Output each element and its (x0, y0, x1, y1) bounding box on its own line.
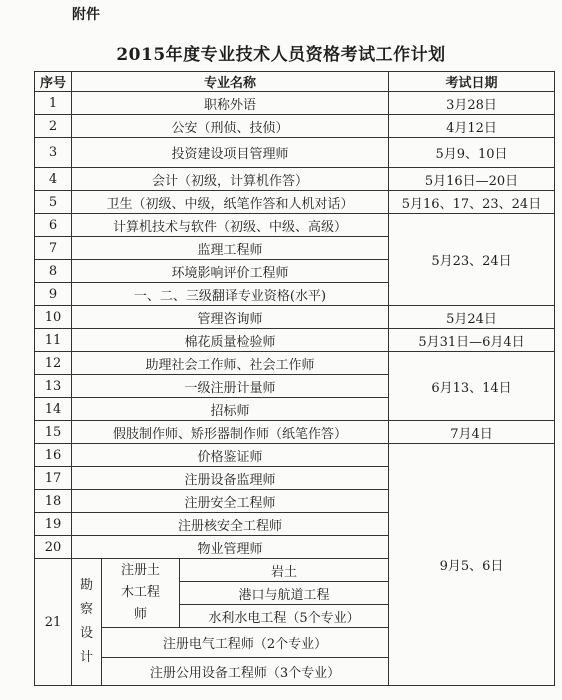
specialty-name: 投资建设项目管理师 (72, 138, 389, 168)
header-date: 考试日期 (389, 72, 555, 92)
specialty-name: 注册安全工程师 (72, 490, 389, 513)
specialty-name: 注册核安全工程师 (72, 513, 389, 536)
row-number: 17 (35, 467, 72, 490)
row-number: 5 (35, 191, 72, 214)
row-number: 2 (35, 115, 72, 138)
specialty-name: 棉花质量检验师 (72, 329, 389, 352)
exam-plan-table (34, 71, 555, 686)
row-number: 15 (35, 421, 72, 444)
specialty-name: 招标师 (72, 398, 389, 421)
table-row (35, 92, 555, 115)
specialty-name: 助理社会工作师、社会工作师 (72, 352, 389, 375)
row-number: 11 (35, 329, 72, 352)
specialty-name: 港口与航道工程 (180, 582, 389, 605)
specialty-name: 职称外语 (72, 92, 389, 115)
specialty-name: 假肢制作师、矫形器制作师（纸笔作答） (72, 421, 389, 444)
specialty-name: 监理工程师 (72, 237, 389, 260)
exam-date: 4月12日 (389, 115, 555, 138)
row-number: 19 (35, 513, 72, 536)
table-row (35, 421, 555, 444)
row-number: 12 (35, 352, 72, 375)
document-title: 2015年度专业技术人员资格考试工作计划 (116, 45, 446, 65)
exam-date: 5月31日—6月4日 (389, 329, 555, 352)
group-label (72, 559, 102, 686)
specialty-name: 卫生（初级、中级，纸笔作答和人机对话） (72, 191, 389, 214)
specialty-name: 注册电气工程师（2个专业） (102, 628, 389, 658)
row-number: 20 (35, 536, 72, 559)
table-row (35, 306, 555, 329)
specialty-name: 价格鉴证师 (72, 444, 389, 467)
exam-date: 7月4日 (389, 421, 555, 444)
attachment-label: 附件 (72, 7, 100, 23)
specialty-name: 管理咨询师 (72, 306, 389, 329)
row-number: 3 (35, 138, 72, 168)
subgroup-label (102, 559, 180, 628)
row-number: 9 (35, 283, 72, 306)
specialty-name: 一、二、三级翻译专业资格(水平) (72, 283, 389, 306)
group-label-text: 勘察设计 (79, 578, 93, 665)
specialty-name: 注册设备监理师 (72, 467, 389, 490)
row-number: 16 (35, 444, 72, 467)
row-number: 14 (35, 398, 72, 421)
exam-date-merged: 5月23、24日 (389, 214, 555, 306)
specialty-name: 一级注册计量师 (72, 375, 389, 398)
table-row (35, 191, 555, 214)
specialty-name: 岩土 (180, 559, 389, 582)
table-header-row (35, 72, 555, 92)
table-row (35, 352, 555, 375)
row-number: 13 (35, 375, 72, 398)
exam-date: 5月16、17、23、24日 (389, 191, 555, 214)
row-number: 7 (35, 237, 72, 260)
subgroup-label-text: 注册土木工程师 (120, 563, 160, 622)
header-no: 序号 (35, 72, 72, 92)
exam-date: 3月28日 (389, 92, 555, 115)
table-row (35, 329, 555, 352)
table-row (35, 168, 555, 191)
row-number: 6 (35, 214, 72, 237)
row-number: 4 (35, 168, 72, 191)
row-number: 10 (35, 306, 72, 329)
table-row (35, 115, 555, 138)
table-row (35, 444, 555, 467)
header-name: 专业名称 (72, 72, 389, 92)
specialty-name: 环境影响评价工程师 (72, 260, 389, 283)
table-row (35, 138, 555, 168)
specialty-name: 水利水电工程（5个专业） (180, 605, 389, 628)
row-number: 8 (35, 260, 72, 283)
row-number: 18 (35, 490, 72, 513)
row-number: 1 (35, 92, 72, 115)
specialty-name: 公安（刑侦、技侦） (72, 115, 389, 138)
table-row (35, 214, 555, 237)
exam-date: 5月9、10日 (389, 138, 555, 168)
exam-date-merged: 6月13、14日 (389, 352, 555, 421)
specialty-name: 物业管理师 (72, 536, 389, 559)
specialty-name: 注册公用设备工程师（3个专业） (102, 658, 389, 686)
specialty-name: 会计（初级，计算机作答） (72, 168, 389, 191)
exam-date-merged: 9月5、6日 (389, 444, 555, 686)
exam-date: 5月24日 (389, 306, 555, 329)
exam-date: 5月16日—20日 (389, 168, 555, 191)
row-number: 21 (35, 559, 72, 686)
specialty-name: 计算机技术与软件（初级、中级、高级） (72, 214, 389, 237)
